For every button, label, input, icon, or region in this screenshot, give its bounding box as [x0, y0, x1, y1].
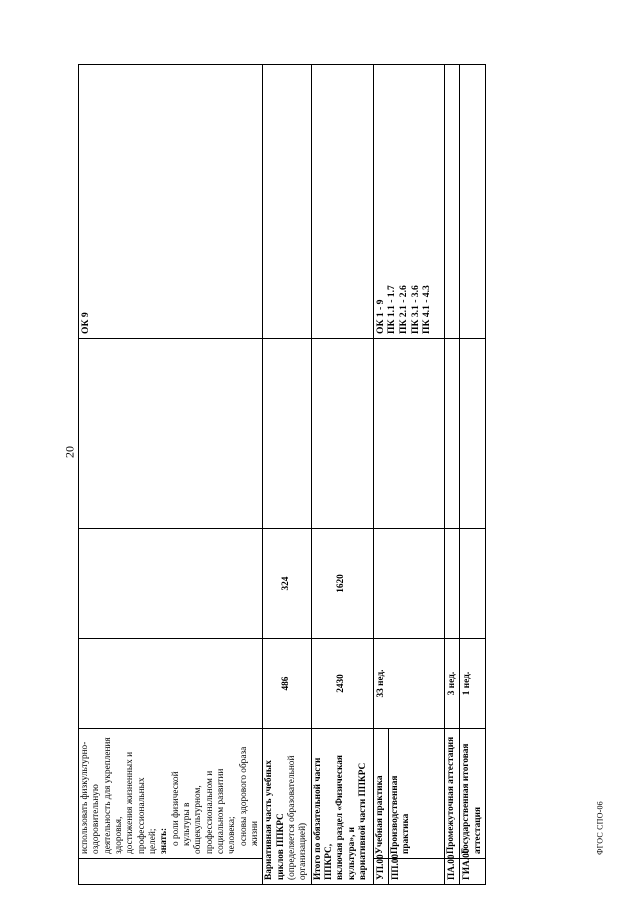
description-line: социальном развитии человека; [215, 768, 238, 854]
cell-competences [444, 65, 459, 339]
description-line: общекультурном, профессиональном и [193, 770, 215, 854]
cell-variative-name [263, 729, 311, 885]
cell-weeks: 3 нед. [444, 639, 459, 729]
cell-code: УП.00 [373, 859, 388, 885]
total-line: вариативной части ППКРС [357, 762, 368, 880]
cell-mandatory-load: 324 [263, 529, 311, 639]
description-line-heading: знать: [159, 827, 170, 854]
cell-name: Промежуточная аттестация [444, 729, 459, 859]
cell-weeks: 33 нед. [373, 639, 444, 729]
cell-name: Производственная практика [388, 729, 444, 859]
cell-description [79, 729, 263, 859]
cell-total-name [311, 729, 373, 885]
total-line: включая раздел «Физическая культура», и [335, 755, 357, 880]
curriculum-table [78, 64, 486, 885]
table-row-pa [444, 65, 459, 885]
cell-discipline [444, 339, 459, 529]
cell-code-empty [79, 859, 263, 885]
page-number: 20 [62, 446, 77, 458]
table-row-gia [460, 65, 486, 885]
cell-discipline [373, 339, 444, 529]
table-row-up [373, 65, 388, 885]
description-line: деятельность для укрепления здоровья, [102, 737, 124, 854]
cell-discipline [79, 339, 263, 529]
cell-discipline [311, 339, 373, 529]
cell-name: Учебная практика [373, 729, 388, 859]
curriculum-table-rotated [78, 65, 483, 885]
cell-mandatory-load [79, 529, 263, 639]
total-line: Итого по обязательной части ППКРС, [312, 757, 334, 880]
cell-max-load [79, 639, 263, 729]
cell-competences: ОК 9 [79, 65, 263, 339]
description-line: основы здорового образа жизни [238, 746, 260, 846]
cell-code: ПП.00 [388, 859, 444, 885]
cell-competences [311, 65, 373, 339]
cell-max-load: 486 [263, 639, 311, 729]
cell-mandatory-load: 1620 [311, 529, 373, 639]
table-row-variative [263, 65, 311, 885]
competence-item: ПК 2.1 - 2.6 [397, 285, 409, 334]
cell-competences [373, 65, 444, 339]
description-line: целей; [147, 828, 158, 854]
cell-mandatory-load [444, 529, 459, 639]
description-line: достижения жизненных и профессиональных [125, 751, 147, 854]
description-line: использовать физкультурно-оздоровительную [80, 741, 102, 854]
cell-mandatory-load [460, 529, 486, 639]
cell-name: Государственная итоговая аттестация [460, 729, 486, 859]
variative-title: Вариативная часть учебных циклов ППКРС [264, 760, 286, 880]
cell-weeks: 1 нед. [460, 639, 486, 729]
description-line: о роли физической культуры в [170, 771, 192, 846]
cell-code: ГИА.00 [460, 859, 486, 885]
cell-competences [460, 65, 486, 339]
cell-mandatory-load [373, 529, 444, 639]
cell-max-load: 2430 [311, 639, 373, 729]
variative-note: (определяется образовательной организацией) [286, 755, 309, 880]
competence-item: ОК 1 - 9 [374, 299, 386, 334]
footer-document-code: ФГОС СПО-06 [595, 801, 605, 855]
cell-discipline [460, 339, 486, 529]
cell-competences [263, 65, 311, 339]
cell-code: ПА.00 [444, 859, 459, 885]
table-row-total [311, 65, 373, 885]
competence-item: ПК 1.1 - 1.7 [386, 285, 398, 334]
competence-item: ПК 4.1 - 4.3 [421, 285, 433, 334]
competence-item: ПК 3.1 - 3.6 [409, 285, 421, 334]
cell-discipline [263, 339, 311, 529]
table-row-continuation [79, 65, 263, 885]
